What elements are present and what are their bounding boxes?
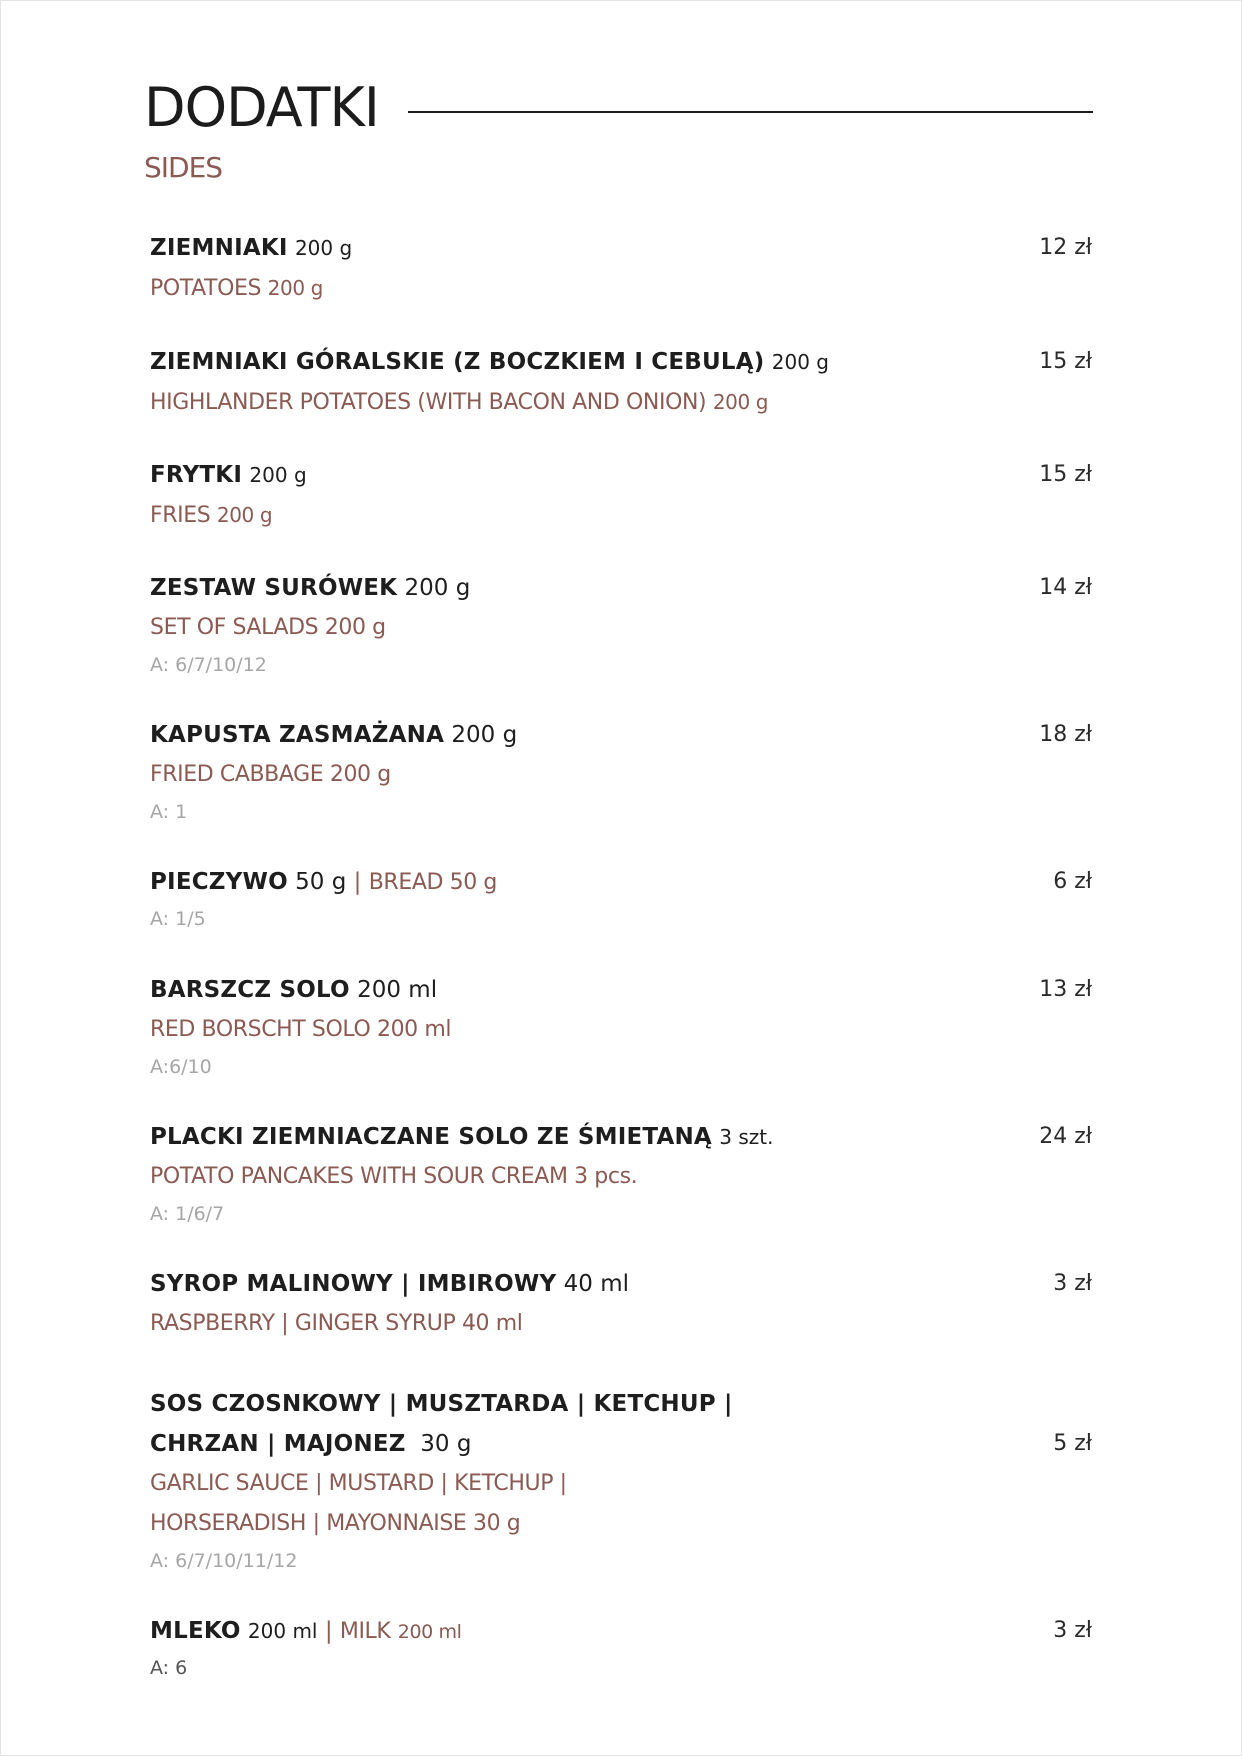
item-en-weight: 200 g: [267, 276, 323, 300]
item-pl-weight: 200 g: [404, 575, 471, 601]
item-pl-name: ZIEMNIAKI: [150, 235, 288, 261]
menu-item-milk: [150, 1611, 1092, 1685]
item-pl-name-line2: CHRZAN | MAJONEZ: [150, 1431, 406, 1457]
item-price: 18 zł: [1039, 722, 1092, 747]
item-price: 5 zł: [1053, 1431, 1092, 1456]
menu-item-borscht: [150, 970, 1092, 1084]
item-separator: |: [324, 1618, 333, 1644]
item-pl-name: PLACKI ZIEMNIACZANE SOLO ZE ŚMIETANĄ: [150, 1124, 712, 1150]
item-pl-line: [150, 228, 1092, 268]
menu-item-fried-cabbage: [150, 715, 1092, 829]
menu-item-highlander-potatoes: [150, 342, 1092, 422]
item-en-name: HIGHLANDER POTATOES (WITH BACON AND ONION): [150, 390, 707, 415]
menu-item-bread: [150, 862, 1092, 936]
item-allergens: A:6/10: [150, 1056, 212, 1078]
item-allergens: A: 6/7/10/12: [150, 654, 267, 676]
item-en-line: [150, 495, 1092, 535]
menu-item-potato-pancakes: [150, 1117, 1092, 1231]
item-en-name: BREAD 50 g: [368, 870, 497, 895]
item-pl-line: [150, 1424, 1092, 1464]
menu-item-salads: [150, 568, 1092, 682]
item-pl-name: BARSZCZ SOLO: [150, 977, 350, 1003]
item-en-line: [150, 382, 1092, 422]
item-pl-line: [150, 568, 1092, 608]
item-pl-weight: 200 g: [249, 463, 307, 487]
item-pl-line: [150, 862, 1092, 902]
item-en-weight: 200 g: [712, 390, 769, 414]
item-price: 12 zł: [1039, 235, 1092, 260]
item-pl-name: FRYTKI: [150, 462, 243, 488]
item-pl-line: [150, 455, 1092, 495]
item-en-name: POTATOES: [150, 276, 262, 301]
item-en-weight: 200 g: [216, 503, 273, 527]
item-en-name-line1: GARLIC SAUCE | MUSTARD | KETCHUP |: [150, 1471, 567, 1496]
item-pl-name: KAPUSTA ZASMAŻANA: [150, 722, 445, 748]
item-pl-weight: 3 szt.: [719, 1125, 774, 1149]
item-allergens: A: 6/7/10/11/12: [150, 1550, 298, 1572]
item-pl-weight: 200 ml: [247, 1619, 318, 1643]
item-en-name: FRIED CABBAGE 200 g: [150, 762, 391, 787]
item-pl-line: [150, 715, 1092, 755]
item-pl-name: MLEKO: [150, 1618, 241, 1644]
item-pl-weight: 200 ml: [357, 977, 438, 1003]
item-en-name: MILK: [339, 1619, 391, 1644]
item-separator: |: [353, 869, 362, 895]
item-price: 13 zł: [1039, 977, 1092, 1002]
item-pl-weight: 40 ml: [563, 1271, 629, 1297]
item-price: 24 zł: [1039, 1124, 1092, 1149]
item-pl-line: [150, 1117, 1092, 1157]
page-subtitle: SIDES: [144, 151, 223, 184]
menu-item-fries: [150, 455, 1092, 535]
menu-item-syrup: [150, 1264, 1092, 1344]
item-allergens: A: 1/6/7: [150, 1203, 225, 1225]
item-en-name: POTATO PANCAKES WITH SOUR CREAM 3 pcs.: [150, 1164, 638, 1189]
item-pl-weight: 200 g: [294, 236, 353, 260]
item-en-name-line2: HORSERADISH | MAYONNAISE 30 g: [150, 1511, 521, 1536]
item-allergens: A: 1/5: [150, 908, 206, 930]
item-en-name: FRIES: [150, 503, 211, 528]
item-pl-line: [150, 1384, 1092, 1424]
item-pl-line: [150, 970, 1092, 1010]
item-pl-line: [150, 1264, 1092, 1304]
item-en-line: [150, 268, 1092, 308]
item-en-name: SET OF SALADS 200 g: [150, 615, 386, 640]
item-pl-line: [150, 1611, 1092, 1651]
item-price: 3 zł: [1053, 1271, 1092, 1296]
item-pl-weight: 30 g: [420, 1431, 472, 1457]
item-pl-weight: 50 g: [295, 869, 347, 895]
item-en-name: RED BORSCHT SOLO 200 ml: [150, 1017, 452, 1042]
item-pl-name: ZESTAW SURÓWEK: [150, 575, 398, 601]
item-pl-weight: 200 g: [451, 722, 518, 748]
item-pl-name: SYROP MALINOWY | IMBIROWY: [150, 1271, 557, 1297]
item-allergens: A: 6: [150, 1657, 188, 1679]
item-price: 14 zł: [1039, 575, 1092, 600]
item-pl-name: ZIEMNIAKI GÓRALSKIE (Z BOCZKIEM I CEBULĄ): [150, 349, 765, 375]
item-allergens: A: 1: [150, 801, 188, 823]
title-rule: [408, 111, 1093, 113]
item-price: 15 zł: [1039, 349, 1092, 374]
menu-item-potatoes: [150, 228, 1092, 308]
item-price: 3 zł: [1053, 1618, 1092, 1643]
item-pl-weight: 200 g: [771, 350, 829, 374]
item-price: 15 zł: [1039, 462, 1092, 487]
item-price: 6 zł: [1053, 869, 1092, 894]
item-en-weight: 200 ml: [397, 1621, 462, 1643]
item-pl-name: PIECZYWO: [150, 869, 288, 895]
item-en-name: RASPBERRY | GINGER SYRUP 40 ml: [150, 1311, 523, 1336]
page-title: DODATKI: [144, 76, 379, 139]
menu-item-sauces: [150, 1384, 1092, 1578]
item-pl-line: [150, 342, 1092, 382]
item-pl-name-line1: SOS CZOSNKOWY | MUSZTARDA | KETCHUP |: [150, 1391, 733, 1417]
